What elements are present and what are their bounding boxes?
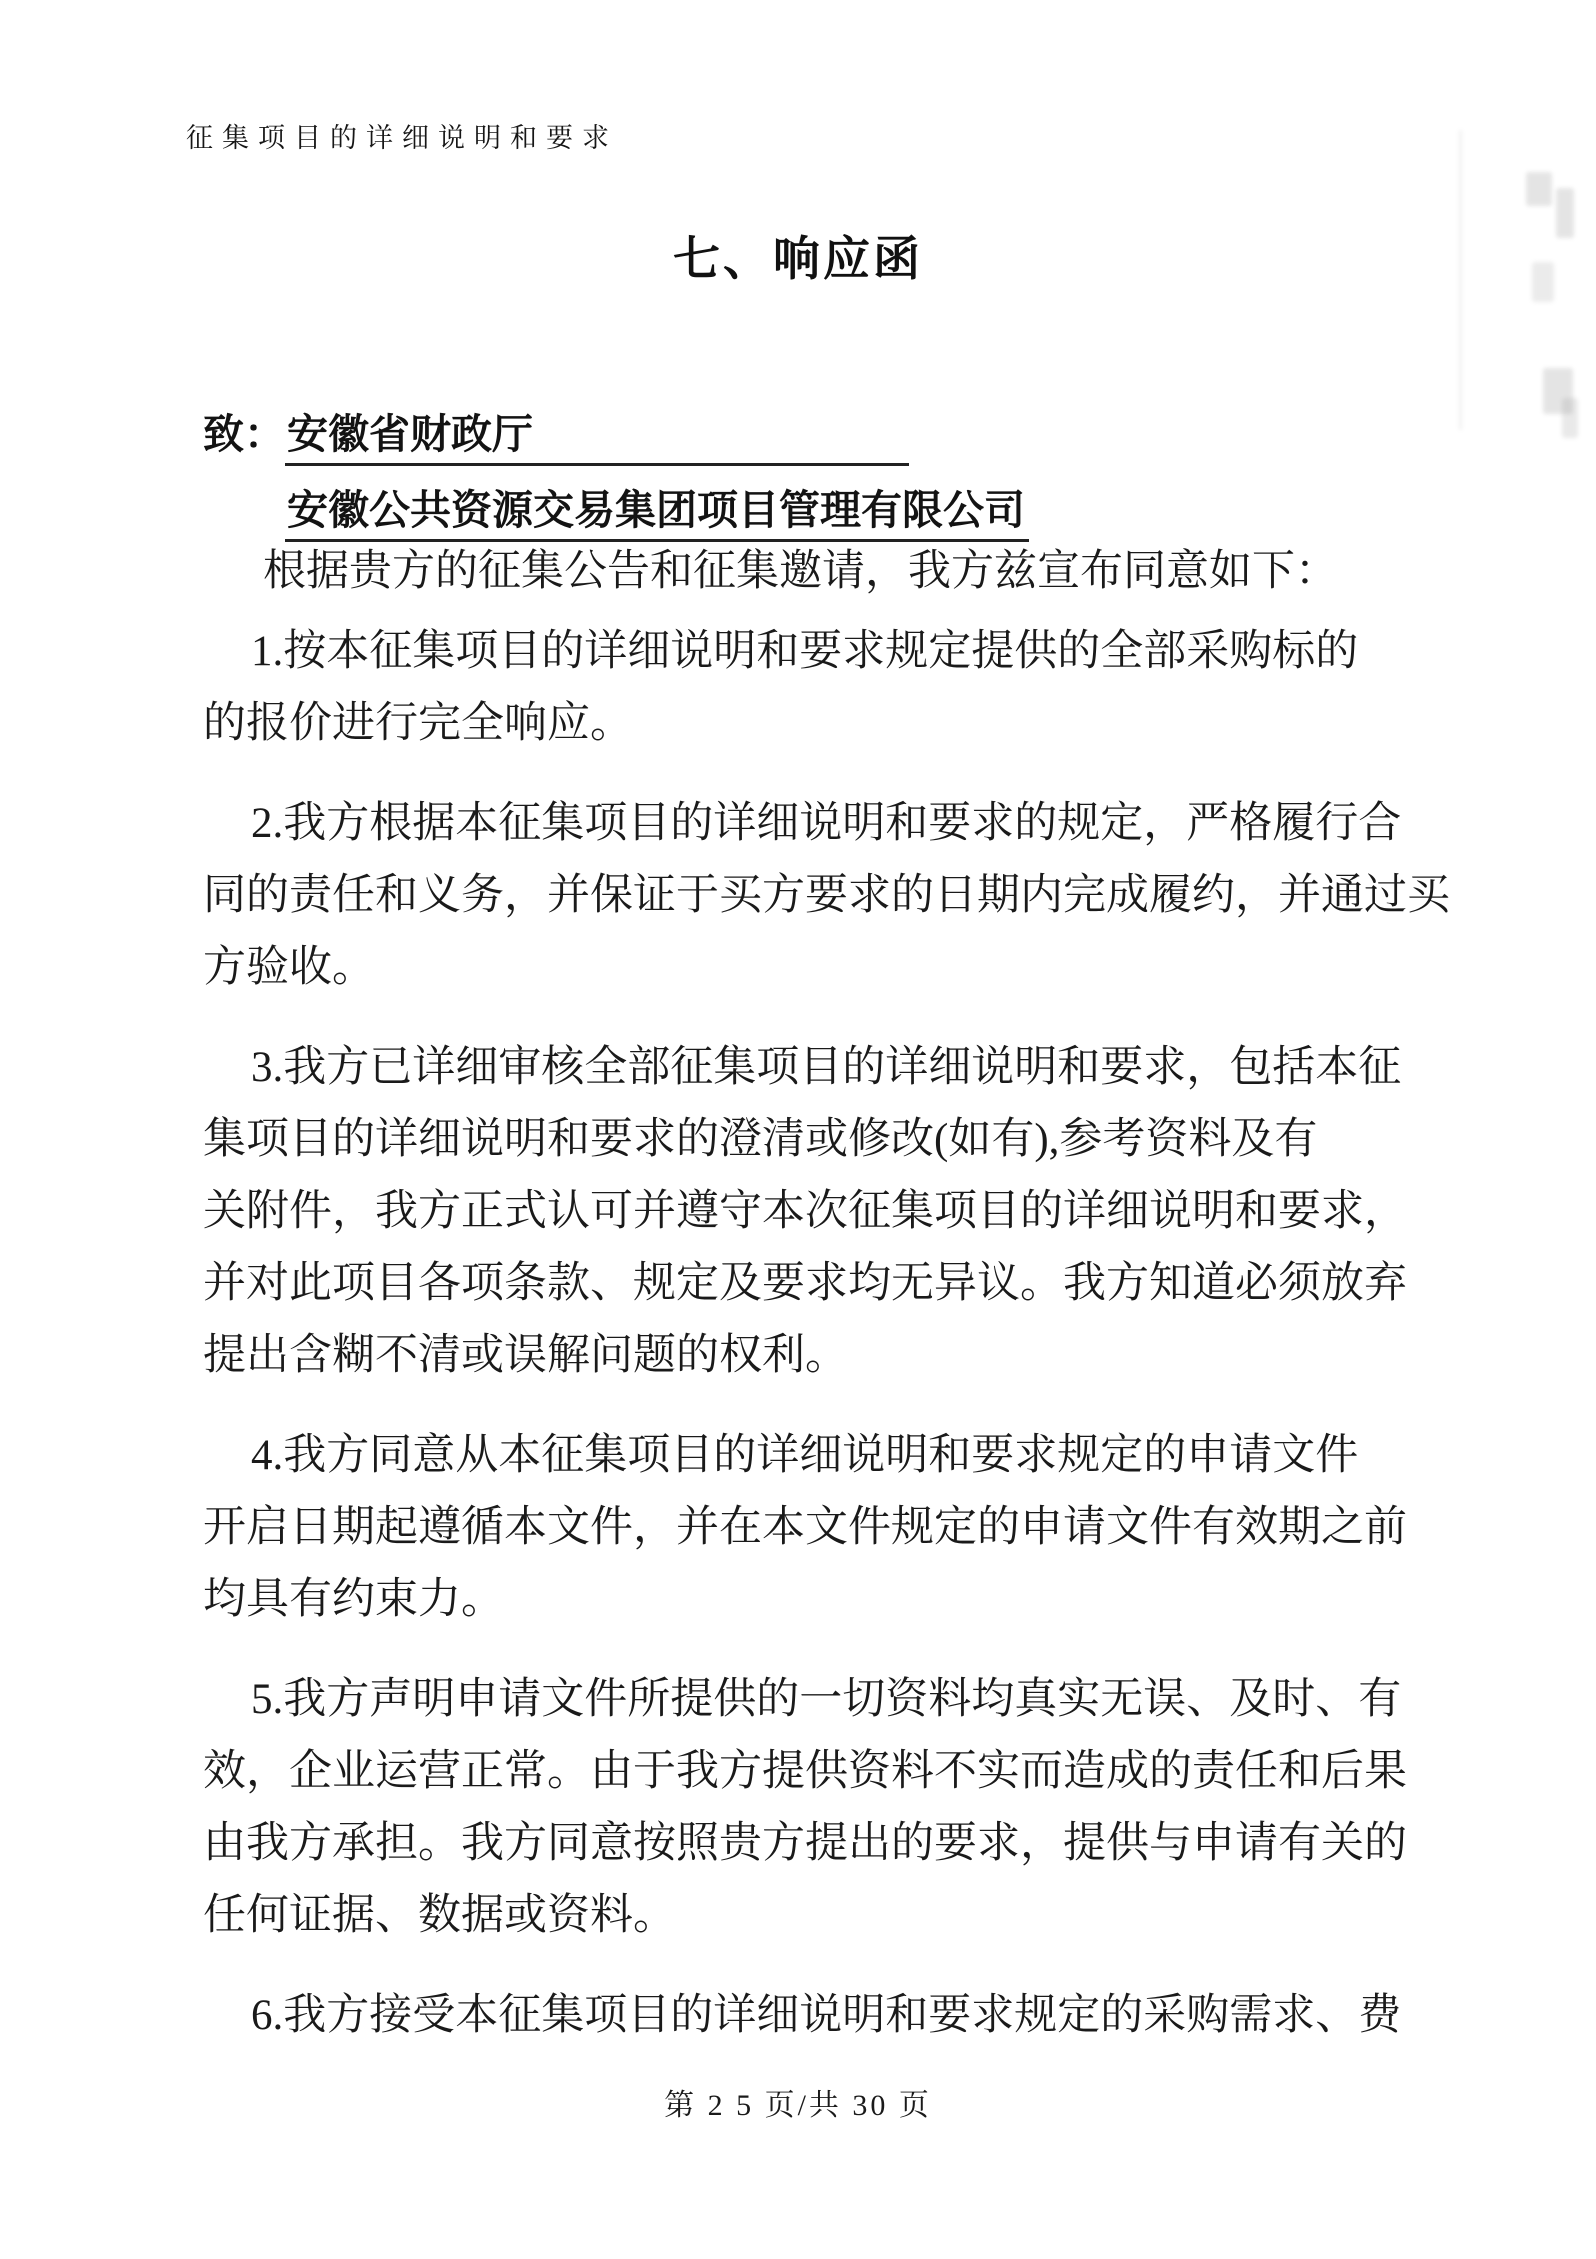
body-line: 集项目的详细说明和要求的澄清或修改(如有),参考资料及有 — [203, 1116, 1318, 1163]
scan-artifact — [1556, 188, 1574, 238]
intro-paragraph — [203, 536, 1473, 608]
paragraph-4 — [203, 1420, 1473, 1636]
body-line: 由我方承担。我方同意按照贵方提出的要求，提供与申请有关的 — [203, 1820, 1407, 1867]
scan-artifact — [1562, 398, 1578, 438]
paragraph-2 — [203, 788, 1473, 1004]
salutation-block — [203, 396, 1029, 548]
scan-artifact — [1532, 262, 1554, 302]
body-line: 同的责任和义务，并保证于买方要求的日期内完成履约，并通过买 — [203, 872, 1450, 919]
body-line: 关附件，我方正式认可并遵守本次征集项目的详细说明和要求， — [203, 1188, 1407, 1235]
body-line: 6.我方接受本征集项目的详细说明和要求规定的采购需求、费 — [251, 1992, 1402, 2039]
body-line: 3.我方已详细审核全部征集项目的详细说明和要求，包括本征 — [251, 1044, 1402, 1091]
body-line: 并对此项目各项条款、规定及要求均无异议。我方知道必须放弃 — [203, 1260, 1407, 1307]
body-line: 开启日期起遵循本文件，并在本文件规定的申请文件有效期之前 — [203, 1504, 1407, 1551]
paragraph-3 — [203, 1032, 1473, 1392]
paragraph-1 — [203, 616, 1473, 760]
page-number: 第 2 5 页/共 30 页 — [664, 2089, 932, 2122]
body-line: 效，企业运营正常。由于我方提供资料不实而造成的责任和后果 — [203, 1748, 1407, 1795]
body-line: 方验收。 — [203, 944, 375, 991]
recipient-1: 安徽省财政厅 — [285, 411, 909, 466]
body-line: 2.我方根据本征集项目的详细说明和要求的规定，严格履行合 — [251, 800, 1402, 847]
body-line: 1.按本征集项目的详细说明和要求规定提供的全部采购标的 — [251, 628, 1359, 675]
scan-artifact — [1526, 172, 1552, 206]
document-body — [203, 536, 1473, 2052]
body-line: 提出含糊不清或误解问题的权利。 — [203, 1332, 848, 1379]
running-header: 征集项目的详细说明和要求 — [186, 123, 618, 153]
body-line: 的报价进行完全响应。 — [203, 700, 633, 747]
salutation-row-1 — [203, 396, 1029, 472]
scan-artifact — [1459, 130, 1462, 430]
body-line: 根据贵方的征集公告和征集邀请，我方兹宣布同意如下： — [263, 548, 1338, 595]
recipient-2: 安徽公共资源交易集团项目管理有限公司 — [285, 487, 1029, 542]
paragraph-6 — [203, 1980, 1473, 2052]
paragraph-5 — [203, 1664, 1473, 1952]
body-line: 均具有约束力。 — [203, 1576, 504, 1623]
salutation-label: 致： — [203, 411, 285, 457]
body-line: 任何证据、数据或资料。 — [203, 1892, 676, 1939]
page-title: 七、响应函 — [673, 232, 923, 285]
body-line: 5.我方声明申请文件所提供的一切资料均真实无误、及时、有 — [251, 1676, 1402, 1723]
body-line: 4.我方同意从本征集项目的详细说明和要求规定的申请文件 — [251, 1432, 1359, 1479]
